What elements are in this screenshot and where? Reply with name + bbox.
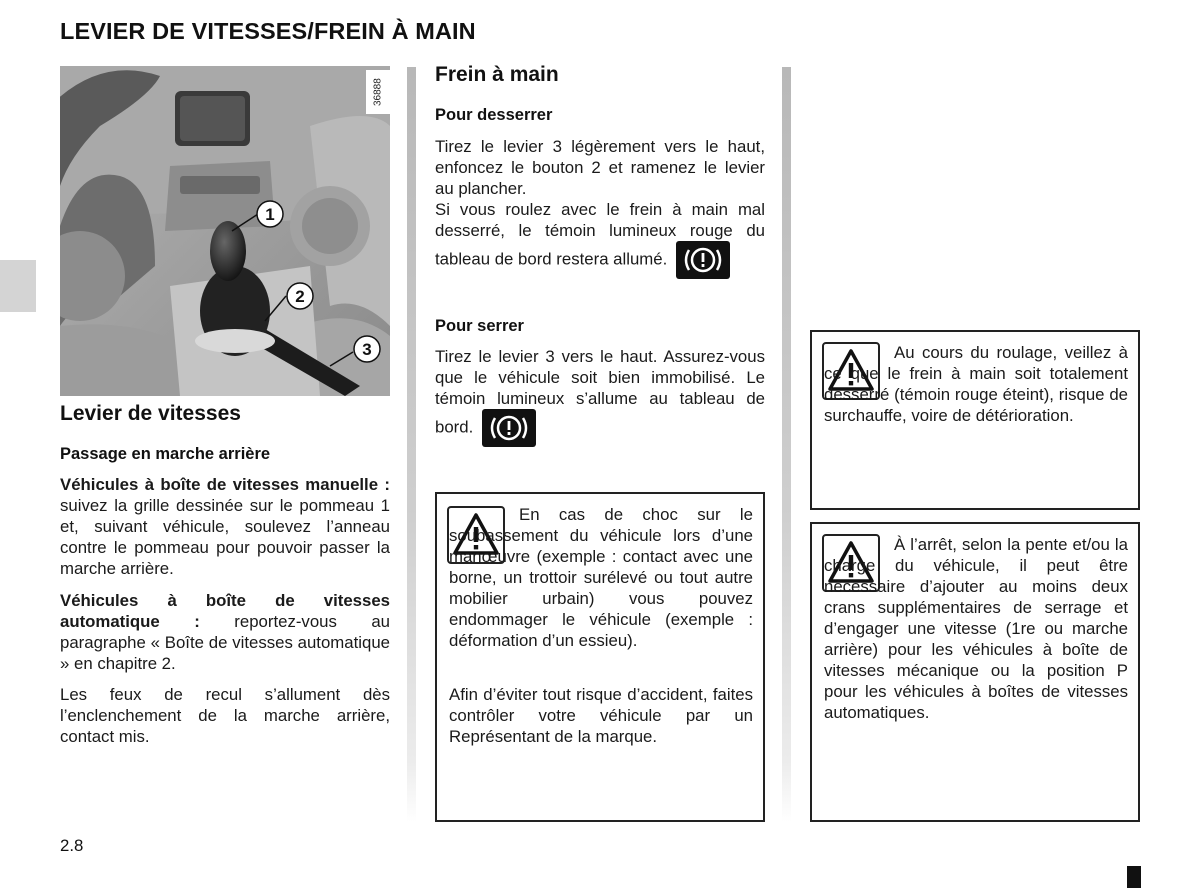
manual-gearbox-lead: Véhicules à boîte de vitesses manuelle : — [60, 475, 390, 494]
column-divider — [407, 67, 416, 822]
release-warning-text: Si vous roulez avec le frein à main mal desserré, le témoin lumineux rouge du tableau de bord restera allumé. — [435, 200, 765, 269]
overheat-warning-text: Au cours du roulage, veillez à ce que le frein à main soit totalement desserré (témoin rouge éteint), risque de surchauffe, voire de détérioration. — [824, 343, 1128, 425]
reverse-lights-paragraph: Les feux de recul s’allument dès l’enclenchement de la marche arrière, contact mis. — [60, 685, 390, 746]
column-divider — [782, 67, 791, 822]
shock-warning-text: En cas de choc sur le soubassement du véhicule lors d’une manœuvre (exemple : contact avec une borne, un trottoir surélevé ou tout autre mobilier urbain) vous pouvez endommager le véhicule (exemple : déformation d’un essieu). — [449, 505, 753, 650]
apply-subheading: Pour serrer — [435, 317, 524, 335]
release-paragraph: Tirez le levier 3 légèrement vers le haut, enfoncez le bouton 2 et ramenez le levier au plancher. — [435, 137, 765, 198]
callout-3 — [354, 336, 380, 362]
release-warning-paragraph — [435, 199, 765, 279]
handbrake-warning-icon — [676, 241, 730, 279]
page-corner-mark — [1127, 866, 1141, 888]
automatic-gearbox-lead: Véhicules à boîte de vitesses automatique : — [60, 591, 390, 631]
gear-lever-illustration — [60, 66, 390, 396]
svg-text:1: 1 — [265, 205, 275, 224]
page-title: LEVIER DE VITESSES/FREIN À MAIN — [60, 18, 476, 44]
callout-2 — [287, 283, 313, 309]
svg-text:2: 2 — [295, 287, 305, 306]
chapter-tab — [0, 260, 36, 312]
manual-gearbox-text: suivez la grille dessinée sur le pommeau 1 et, suivant véhicule, soulevez l’anneau contre le pommeau pour pouvoir passer la marche arrière. — [60, 496, 390, 578]
handbrake-warning-icon — [482, 409, 536, 447]
automatic-gearbox-paragraph — [60, 590, 390, 674]
shock-warning-box — [435, 492, 765, 822]
parking-slope-warning-text: À l’arrêt, selon la pente et/ou la charge du véhicule, il peut être nécessaire d’ajouter au moins deux crans supplémentaires de serrage et d’engager une vitesse (1re ou marche arrière) pour les véhicules à boîte de vitesses mécanique ou la position P pour les véhicules à boîtes de vitesses automatiques. — [824, 535, 1128, 722]
shock-advice-text: Afin d’éviter tout risque d’accident, faites contrôler votre véhicule par un Représentant de la marque. — [449, 685, 753, 746]
callout-1 — [257, 201, 283, 227]
apply-text: Tirez le levier 3 vers le haut. Assurez-vous que le véhicule soit bien immobilisé. Le témoin lumineux s’allume au tableau de bord. — [435, 347, 765, 437]
overheat-warning-box — [810, 330, 1140, 510]
handbrake-heading: Frein à main — [435, 63, 559, 86]
svg-text:3: 3 — [362, 340, 372, 359]
apply-paragraph — [435, 346, 765, 447]
figure-reference: 36888 — [366, 70, 390, 114]
reverse-gear-subheading: Passage en marche arrière — [60, 445, 271, 463]
release-subheading: Pour desserrer — [435, 106, 553, 124]
manual-gearbox-paragraph — [60, 474, 390, 579]
parking-slope-warning-box — [810, 522, 1140, 822]
automatic-gearbox-text: reportez-vous au paragraphe « Boîte de vitesses automatique » en chapitre 2. — [60, 612, 390, 673]
gear-lever-heading: Levier de vitesses — [60, 402, 241, 425]
page-number: 2.8 — [60, 836, 84, 855]
